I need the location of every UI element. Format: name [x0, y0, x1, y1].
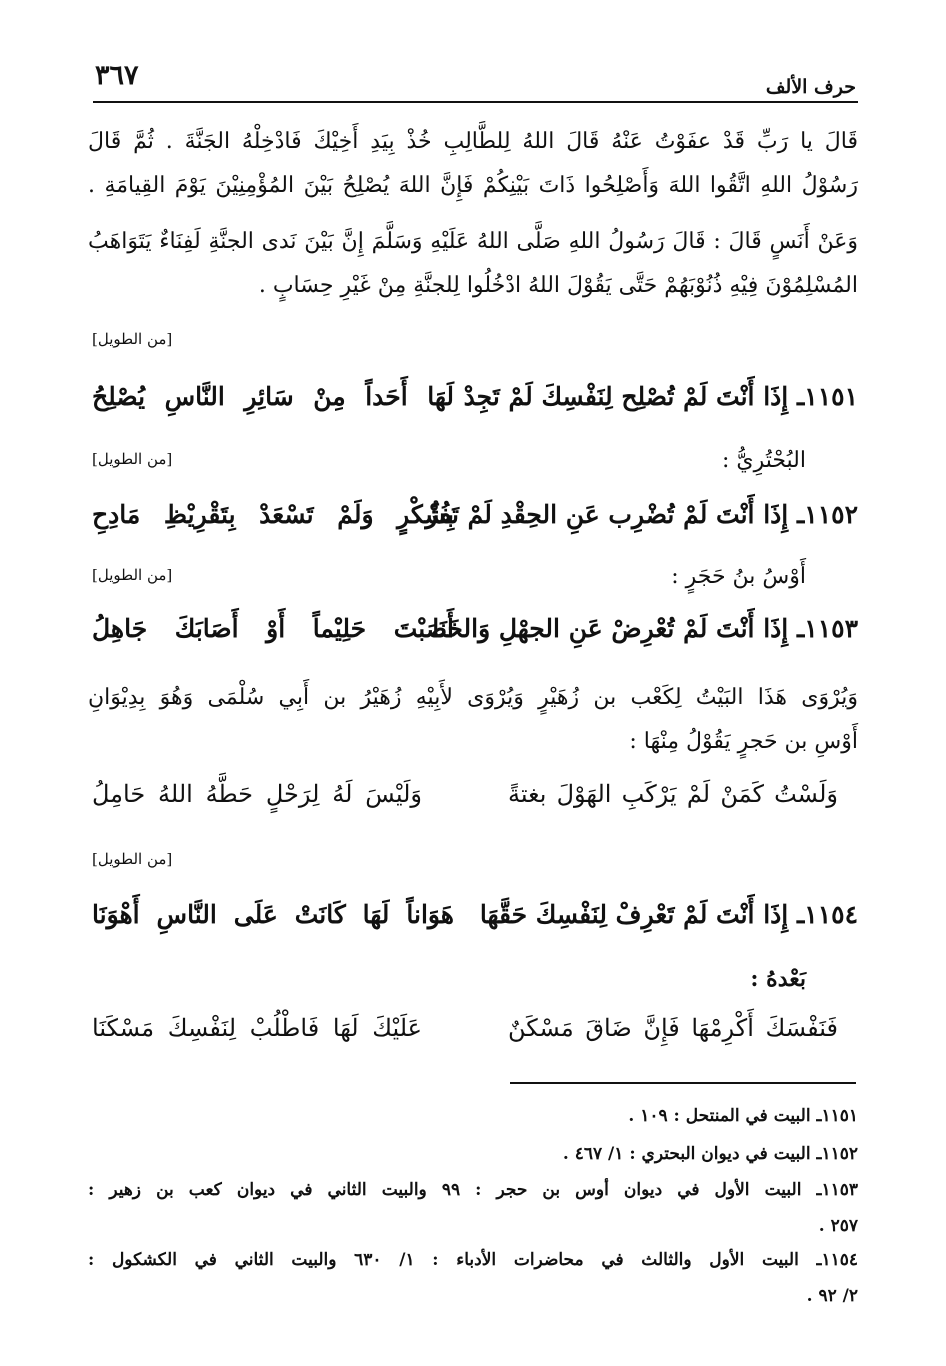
verse-1153-extra: [92, 780, 858, 828]
header-rule: [93, 101, 858, 103]
footnote-1151: ١١٥١ـ البيت في المنتحل : ١٠٩ .: [628, 1106, 858, 1126]
verse-number: ١١٥٣ـ: [796, 614, 858, 643]
footnote-rule: [510, 1082, 856, 1084]
verse-first-hemistich: [463, 382, 858, 411]
prose-line: وَعَنْ أَنَسٍ قَالَ : قَالَ رَسُولُ اللهِ صَلَّى اللهُ عَلَيْهِ وَسَلَّمَ إِنَّ بَيْنَ نَدى الجنَّةِ لَفِنَاءٌ يَتَوَاهَبُ: [88, 229, 858, 254]
verse-second-hemistich: لَهَا أَحَداً مِنْ سَائِرِ النَّاسِ يُصْلِحُ: [92, 382, 454, 411]
verse-second-hemistich: وَلَيْسَ لَهُ لِرَحْلٍ حَطَّهُ اللهُ حَامِلُ: [92, 780, 422, 808]
verse-number: ١١٥٢ـ: [796, 500, 858, 529]
verse-1154-extra: [92, 1014, 858, 1062]
verse-second-hemistich: بِشُكْرٍ وَلَمْ تَسْعَدْ بِتَقْرِيْظِ مَادِحِ: [92, 500, 454, 529]
verse-number: ١١٥١ـ: [796, 382, 858, 411]
verse-1154: [92, 900, 858, 948]
footnote-1152: ١١٥٢ـ البيت في ديوان البحتري : ١/ ٤٦٧ .: [562, 1144, 858, 1164]
footnote-1154-cont: ٢/ ٩٢ .: [806, 1286, 858, 1306]
footnote-1153-cont: ٢٥٧ .: [818, 1216, 858, 1236]
verse-first-hemistich: فَنَفْسَكَ أَكْرِمْهَا فَإِنَّ ضَاقَ مَسْكَنٌ: [508, 1014, 838, 1042]
prose-line: قَالَ يا رَبِّ قَدْ عفَوْتُ عَنْهُ قَالَ اللهُ لِلطَّالِبِ خُذْ بِيَدِ أَخِيْكَ فَادْخِلْهُ الجَنَّةَ . ثُمَّ قَالَ: [88, 129, 858, 154]
verse-1152: [92, 500, 858, 548]
hemistich-text: إِذَا أَنْتَ لَمْ تُضْرِب عَنِ الحِقْدِ لَمْ تَفُزْ: [425, 500, 789, 529]
poet-name: البُحْتُرِيُّ :: [721, 448, 806, 473]
prose-line: وَيُرْوَى هَذَا البَيْتُ لِكَعْب بن زُهَيْرٍ وَيُرْوَى لأَبِيْهِ زُهَيْرُ بن أَبِي سُلْمَى وَهُوَ بِدِيْوَانِ: [88, 685, 858, 710]
verse-1151: [92, 382, 858, 430]
verse-second-hemistich: عَلَيْكَ لَهَا فَاطْلُبْ لِنَفْسِكَ مَسْكَنَا: [92, 1014, 422, 1042]
footnote-1154: ١١٥٤ـ البيت الأول والثالث في محاضرات الأدباء : ١/ ٦٣٠ والبيت الثاني في الكشكول :: [88, 1250, 858, 1270]
verse-number: ١١٥٤ـ: [796, 900, 858, 929]
meter-label: [من الطويل]: [92, 566, 173, 584]
verse-first-hemistich: [479, 900, 858, 929]
hemistich-text: إِذَا أَنْتَ لَمْ تُصْلِح لِنَفْسِكَ لَمْ تَجِدْ: [463, 382, 789, 411]
hemistich-text: إِذَا أَنْتَ لَمْ تُعْرِضْ عَنِ الجهْلِ وَالخَنَا: [432, 614, 789, 643]
prose-line: المُسْلِمُوْنَ فِيْهِ ذُنُوْبَهُمْ حَتَّى يَقُوْلَ اللهُ ادْخُلُوا لِلجنَّةِ مِنْ غَيْرِ حِسَابٍ .: [258, 273, 858, 298]
poet-name: أَوْسُ بنُ حَجَرٍ :: [671, 564, 806, 589]
verse-first-hemistich: [432, 614, 858, 643]
footnote-1153: ١١٥٣ـ البيت الأول في ديوان أوس بن حجر : ٩٩ والبيت الثاني في ديوان كعب بن زهير :: [88, 1180, 859, 1200]
prose-line: أَوْسِ بن حَجرٍ يَقُوْلُ مِنْهَا :: [629, 729, 858, 754]
verse-second-hemistich: أَصَبْتَ حَلِيْماً أَوْ أَصَابَكَ جَاهِلُ: [92, 614, 454, 643]
page-number: ٣٦٧: [95, 60, 139, 91]
meter-label: [من الطويل]: [92, 850, 173, 868]
continuation-label: بَعْدهُ :: [750, 966, 806, 992]
meter-label: [من الطويل]: [92, 330, 173, 348]
prose-line: رَسُوْلُ اللهِ اتَّقُوا اللهَ وَأَصْلِحُوا ذَاتَ بَيْنِكُمْ فَإِنَّ اللهَ يُصْلِحُ بَيْنَ المُؤْمِنِيْنَ يَوْمَ القِيامَةِ .: [88, 173, 858, 198]
hemistich-text: إِذَا أَنْتَ لَمْ تَعْرِفْ لِنَفْسِكَ حَقَّهَا: [479, 900, 789, 929]
running-header-title: حرف الألف: [765, 76, 856, 98]
verse-first-hemistich: وَلَسْتُ كَمَنْ لَمْ يَرْكَبِ الهَوْلَ بغتةً: [508, 780, 838, 808]
verse-1153: [92, 614, 858, 662]
verse-first-hemistich: [425, 500, 858, 529]
meter-label: [من الطويل]: [92, 450, 173, 468]
verse-second-hemistich: هَوَاناً لَهَا كَانَتْ عَلَى النَّاسِ أَهْوَنَا: [92, 900, 454, 929]
